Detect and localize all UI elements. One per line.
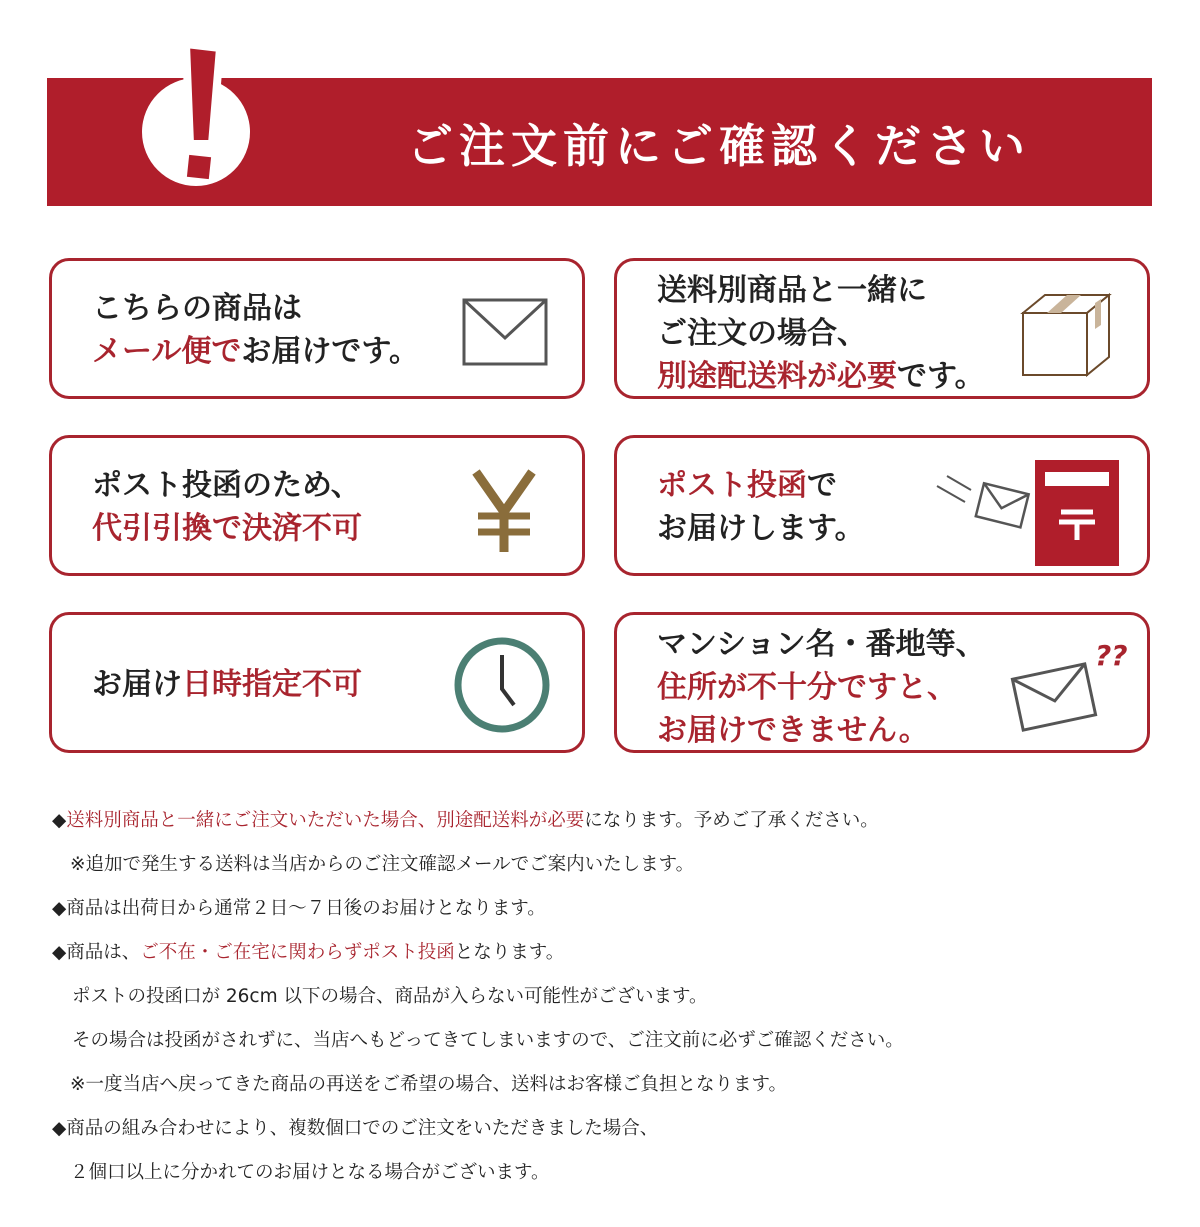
highlight-text: 代引引換で決済不可 [92,511,362,546]
exclamation-circle-icon [128,40,268,190]
highlight-text: 住所が不十分ですと、 [657,670,957,705]
card-text: お届け [92,667,182,702]
card-text: で [807,468,837,503]
note-line [52,806,879,832]
card-payment [49,435,585,576]
highlight-text: ご不在・ご在宅に関わらずポスト投函 [140,942,455,963]
card-post-delivery [614,435,1150,576]
card-address [614,612,1150,753]
card-line: こちらの商品は [92,291,302,326]
highlight-text: お届けできません。 [657,713,929,748]
highlight-text: 送料別商品と一緒にご注文いただいた場合、別途配送料が必要 [66,810,585,831]
highlight-text: メール便で [92,334,242,369]
card-line [657,464,865,507]
page-title: ご注文前にご確認ください [407,119,1031,173]
card-line: ポスト投函のため、 [92,468,361,503]
clock-icon [452,635,552,735]
card-line [657,355,985,398]
card-line [92,330,419,373]
mailbox-icon [1035,460,1119,566]
flying-envelope-icon [935,472,1031,532]
highlight-text: 別途配送料が必要 [657,359,897,394]
envelope-icon [462,298,548,366]
card-line [92,663,362,706]
card-line: お届けします。 [657,511,865,546]
note-text: になります。予めご了承ください。 [584,810,879,831]
note-line [52,938,564,964]
highlight-text: 日時指定不可 [182,667,362,702]
note-line: ※追加で発生する送料は当店からのご注文確認メールでご案内いたします。 [70,854,695,875]
note-line: ◆商品の組み合わせにより、複数個口でのご注文をいただきました場合、 [52,1118,659,1139]
note-line: ◆商品は出荷日から通常２日～７日後のお届けとなります。 [52,898,546,919]
note-line: ２個口以上に分かれてのお届けとなる場合がございます。 [70,1162,550,1183]
card-line: マンション名・番地等、 [657,627,986,662]
question-marks: ?? [1095,639,1128,672]
card-text: お届けです。 [241,334,420,369]
note-line: ポストの投函口が 26cm 以下の場合、商品が入らない可能性がございます。 [72,986,708,1007]
card-line: 送料別商品と一緒に [657,273,927,308]
box-icon [1015,291,1115,379]
note-line: その場合は投函がされずに、当店へもどってきてしまいますので、ご注文前に必ずご確認ください。 [72,1030,904,1051]
card-shipping-fee [614,258,1150,399]
note-line: ※一度当店へ戻ってきた商品の再送をご希望の場合、送料はお客様ご負担となります。 [70,1074,788,1095]
yen-icon [472,468,536,554]
note-text: となります。 [454,942,565,963]
highlight-text: ポスト投函 [657,468,807,503]
card-mail-delivery [49,258,585,399]
envelope-question-icon [1009,653,1099,733]
card-line: ご注文の場合、 [657,316,867,351]
bullet: ◆ [52,810,67,831]
note-text: ◆商品は、 [52,942,141,963]
card-text: です。 [897,359,985,394]
card-delivery-time [49,612,585,753]
